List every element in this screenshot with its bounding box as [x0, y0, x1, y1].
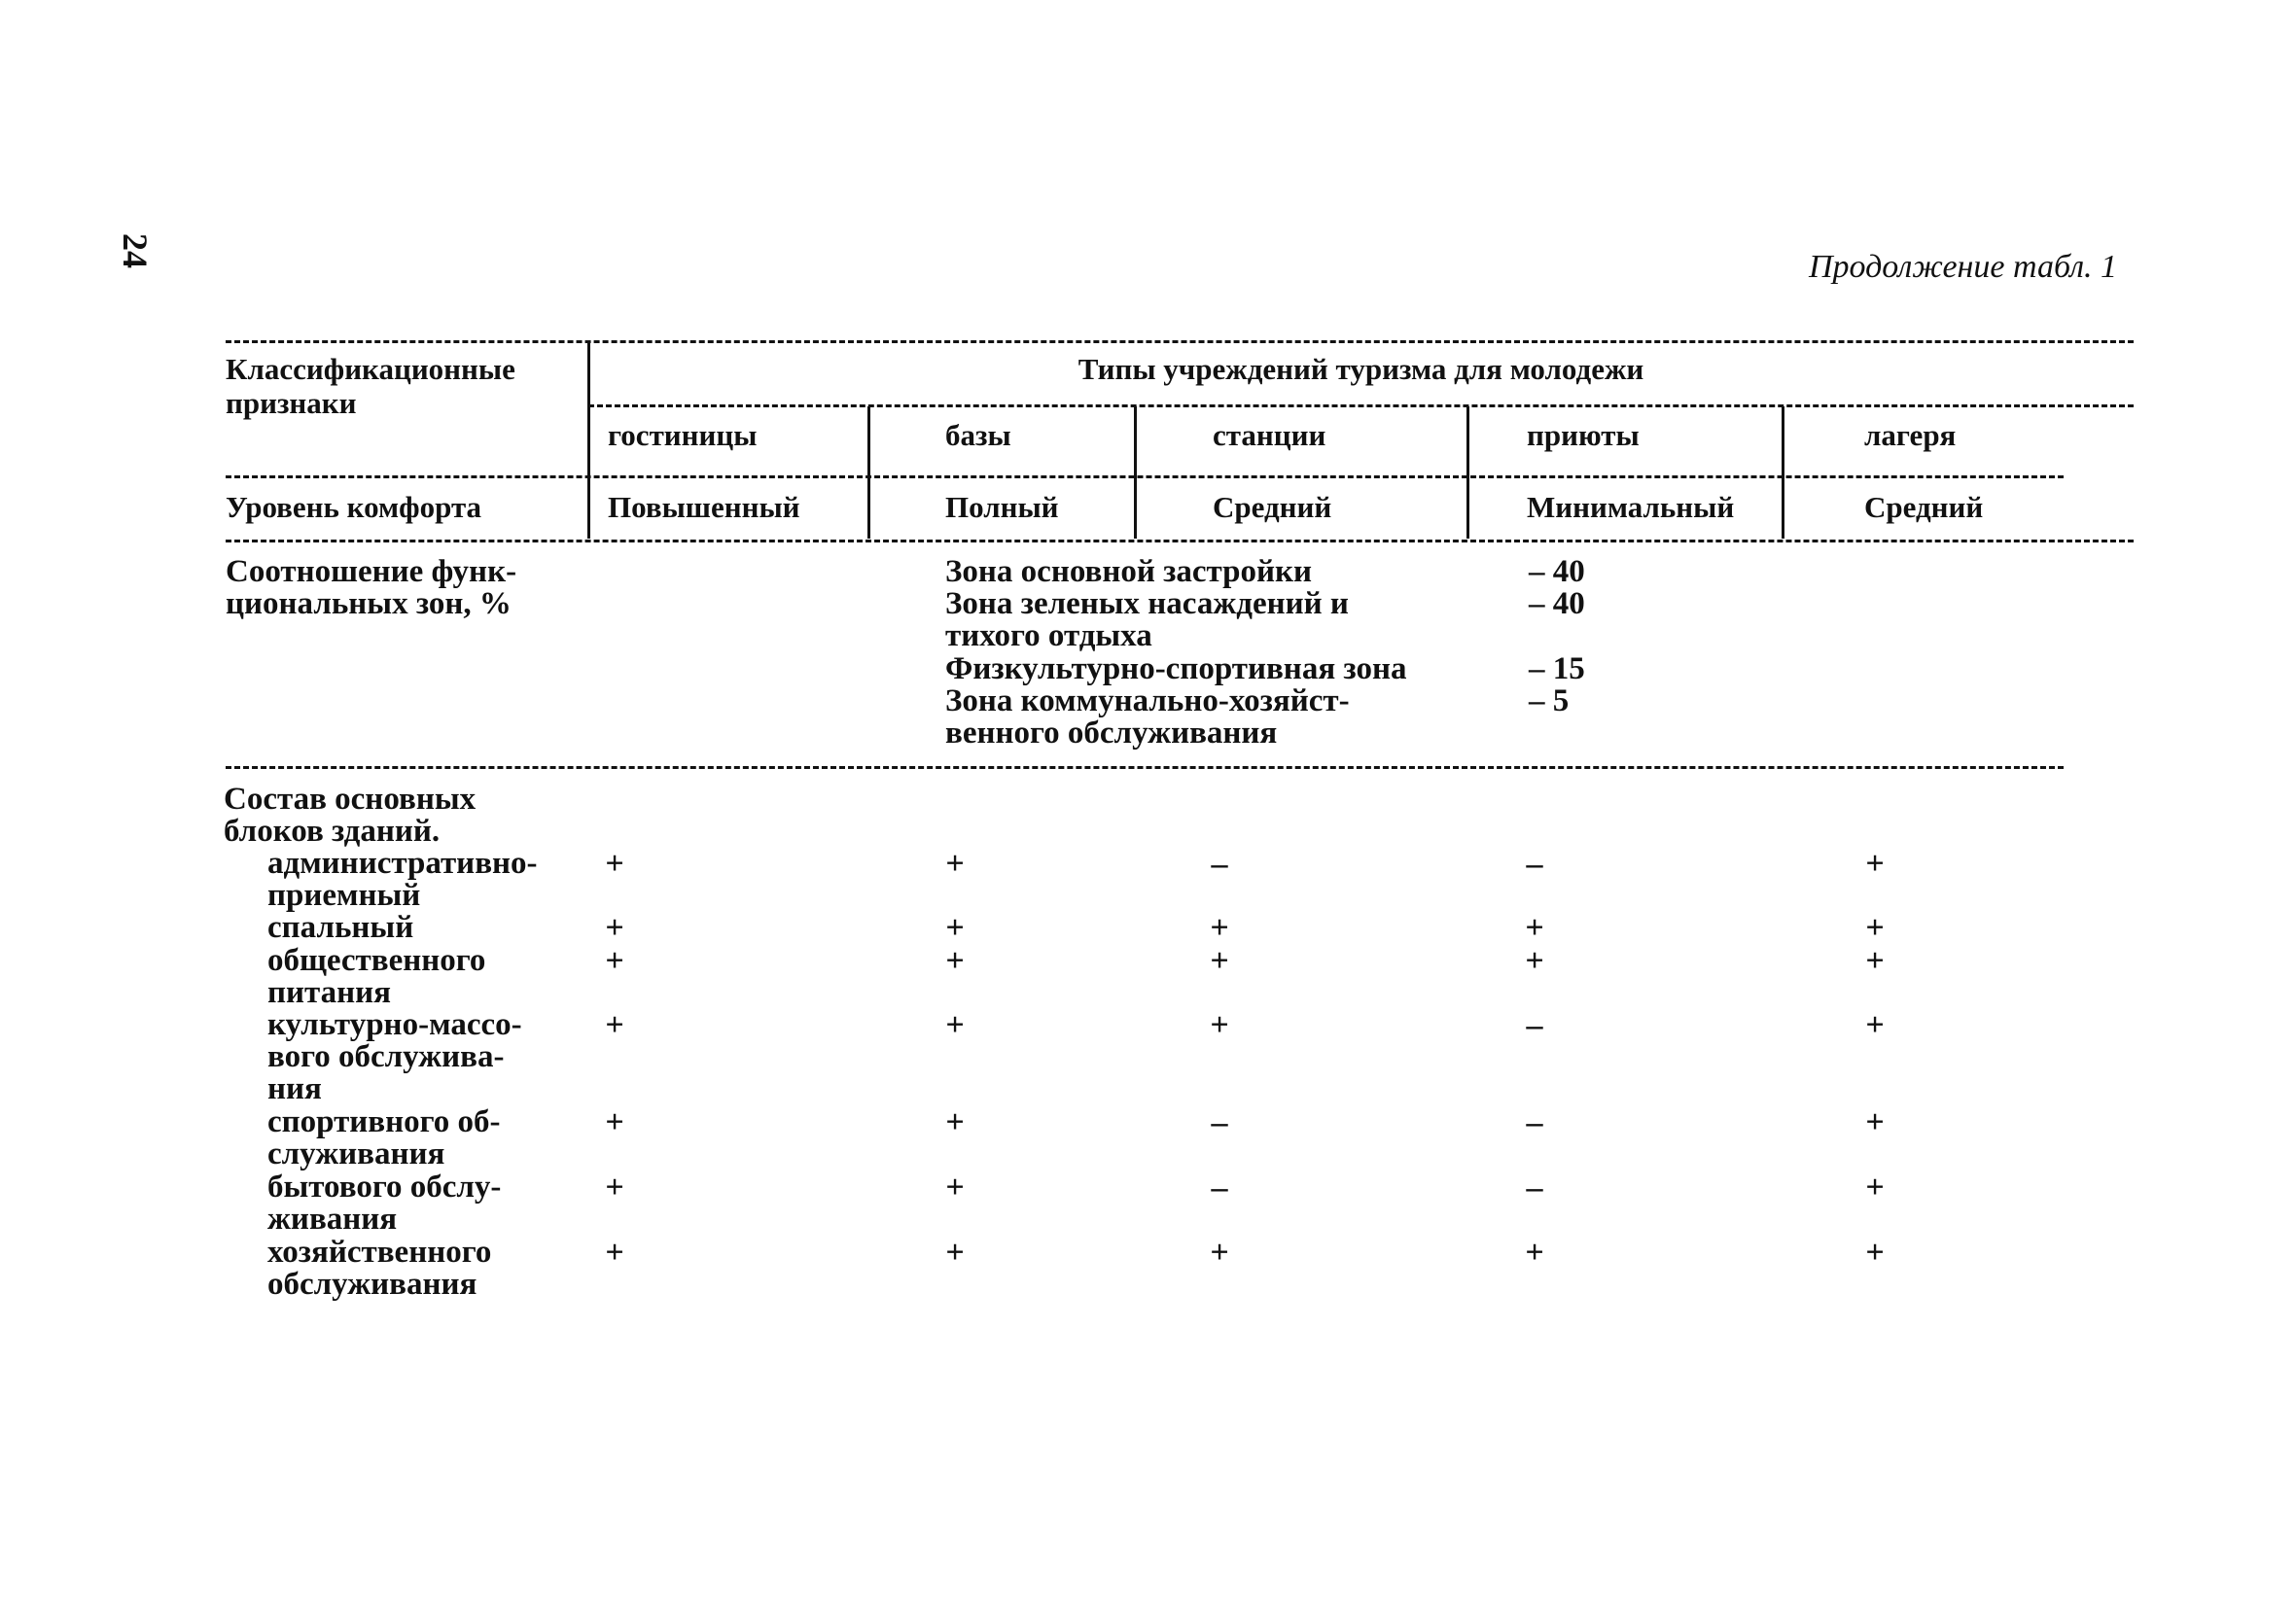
availability-mark: – [1211, 846, 1228, 882]
zone-value: – 15 [1529, 651, 1585, 686]
table-top-rule [226, 340, 2134, 343]
block-name-line: живания [267, 1202, 398, 1237]
zone-name-line: тихого отдыха [945, 618, 1152, 653]
block-name-line: вого обслужива- [267, 1039, 505, 1074]
comfort-value: Средний [1213, 490, 1332, 524]
block-name-line: хозяйственного [267, 1235, 492, 1270]
availability-mark: + [945, 1235, 965, 1271]
zones-label-line: циональных зон, % [226, 586, 512, 621]
zone-value: – 5 [1529, 683, 1570, 718]
zone-value: – 40 [1529, 554, 1585, 589]
availability-mark: + [605, 1170, 624, 1205]
classification-label-line: признаки [226, 386, 357, 420]
availability-mark: + [1210, 1007, 1229, 1043]
column-header-stations: станции [1213, 418, 1326, 452]
comfort-value: Повышенный [608, 490, 800, 524]
availability-mark: + [605, 846, 624, 882]
blocks-title-line: Состав основных [224, 782, 477, 817]
availability-mark: + [945, 846, 965, 882]
availability-mark: + [1525, 910, 1544, 946]
zones-bottom-rule [226, 766, 2064, 769]
availability-mark: + [1865, 846, 1885, 882]
availability-mark: + [1210, 1235, 1229, 1271]
column-header-shelters: приюты [1527, 418, 1640, 452]
availability-mark: – [1526, 1007, 1543, 1043]
availability-mark: + [1865, 943, 1885, 979]
availability-mark: + [945, 910, 965, 946]
block-name-line: приемный [267, 878, 421, 913]
column-divider [1466, 406, 1469, 539]
block-name-line: бытового обслу- [267, 1170, 502, 1205]
zone-value: – 40 [1529, 586, 1585, 621]
block-name-line: культурно-массо- [267, 1007, 522, 1042]
availability-mark: – [1211, 1170, 1228, 1205]
block-name-line: питания [267, 975, 392, 1010]
availability-mark: + [1525, 1235, 1544, 1271]
zone-name-line: Зона зеленых насаждений и [945, 586, 1349, 621]
availability-mark: + [605, 943, 624, 979]
availability-mark: + [945, 943, 965, 979]
block-name-line: общественного [267, 943, 486, 978]
zone-name-line: Зона коммунально-хозяйст- [945, 683, 1350, 718]
availability-mark: + [945, 1170, 965, 1205]
page-number: 24 [116, 233, 155, 268]
block-name-line: служивания [267, 1136, 445, 1171]
availability-mark: + [1865, 1170, 1885, 1205]
header-bottom-rule [226, 475, 2064, 478]
availability-mark: + [945, 1007, 965, 1043]
zone-name-line: венного обслуживания [945, 716, 1278, 751]
comfort-value: Средний [1864, 490, 1984, 524]
availability-mark: – [1526, 846, 1543, 882]
column-header-hotels: гостиницы [608, 418, 758, 452]
comfort-value: Полный [945, 490, 1059, 524]
column-divider [1134, 406, 1137, 539]
availability-mark: + [605, 1235, 624, 1271]
availability-mark: + [1865, 1235, 1885, 1271]
availability-mark: – [1526, 1170, 1543, 1205]
availability-mark: + [1210, 910, 1229, 946]
availability-mark: + [945, 1104, 965, 1140]
block-name-line: административно- [267, 846, 538, 881]
table-continuation-label: Продолжение табл. 1 [1809, 249, 2118, 285]
block-name-line: спальный [267, 910, 414, 945]
availability-mark: + [1865, 1007, 1885, 1043]
comfort-value: Минимальный [1527, 490, 1735, 524]
classification-label-line: Классификационные [226, 352, 515, 386]
availability-mark: – [1211, 1104, 1228, 1140]
availability-mark: + [605, 1104, 624, 1140]
block-name-line: спортивного об- [267, 1104, 501, 1139]
blocks-title-line: блоков зданий. [224, 814, 441, 849]
zone-name-line: Зона основной застройки [945, 554, 1313, 589]
column-header-bases: базы [945, 418, 1011, 452]
availability-mark: – [1526, 1104, 1543, 1140]
group-title: Типы учреждений туризма для молодежи [1077, 352, 1644, 386]
comfort-bottom-rule [226, 540, 2134, 542]
column-divider [1782, 406, 1784, 539]
zones-label-line: Соотношение функ- [226, 554, 517, 589]
block-name-line: обслуживания [267, 1267, 477, 1302]
availability-mark: + [1525, 943, 1544, 979]
availability-mark: + [605, 910, 624, 946]
zone-name-line: Физкультурно-спортивная зона [945, 651, 1407, 686]
availability-mark: + [1865, 910, 1885, 946]
availability-mark: + [1210, 943, 1229, 979]
column-divider [867, 406, 870, 539]
availability-mark: + [1865, 1104, 1885, 1140]
block-name-line: ния [267, 1071, 322, 1106]
availability-mark: + [605, 1007, 624, 1043]
column-header-camps: лагеря [1864, 418, 1957, 452]
subheader-rule [588, 404, 2134, 407]
comfort-label: Уровень комфорта [226, 490, 482, 524]
